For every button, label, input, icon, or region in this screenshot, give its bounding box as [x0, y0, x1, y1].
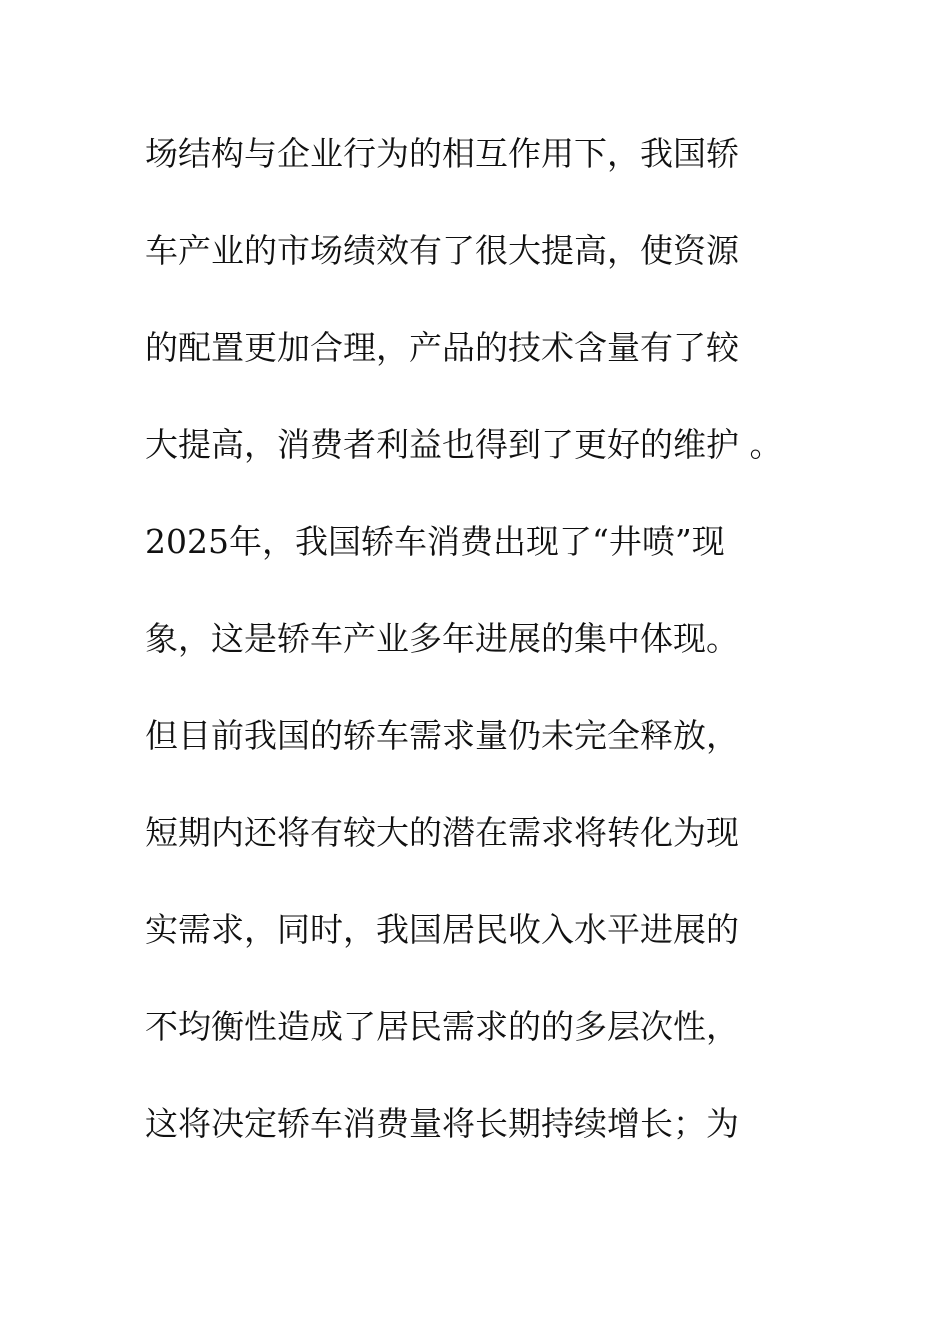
text-line-7: 但目前我国的轿车需求量仍未完全释放， — [145, 716, 739, 755]
text-line-6: 象，这是轿车产业多年进展的集中体现。 — [145, 619, 739, 658]
body-text — [145, 125, 845, 1192]
text-line-9: 实需求，同时，我国居民收入水平进展的 — [145, 910, 739, 949]
text-line-5: 2025年，我国轿车消费出现了“井喷”现 — [145, 522, 725, 561]
text-line-8: 短期内还将有较大的潜在需求将转化为现 — [145, 813, 739, 852]
text-line-10: 不均衡性造成了居民需求的的多层次性， — [145, 1007, 739, 1046]
text-line-11: 这将决定轿车消费量将长期持续增长；为 — [145, 1104, 739, 1143]
text-line-1: 场结构与企业行为的相互作用下，我国轿 — [145, 134, 739, 173]
text-line-4: 大提高，消费者利益也得到了更好的维护 。 — [145, 425, 783, 464]
text-line-2: 车产业的市场绩效有了很大提高，使资源 — [145, 231, 739, 270]
text-line-3: 的配置更加合理，产品的技术含量有了较 — [145, 328, 739, 367]
